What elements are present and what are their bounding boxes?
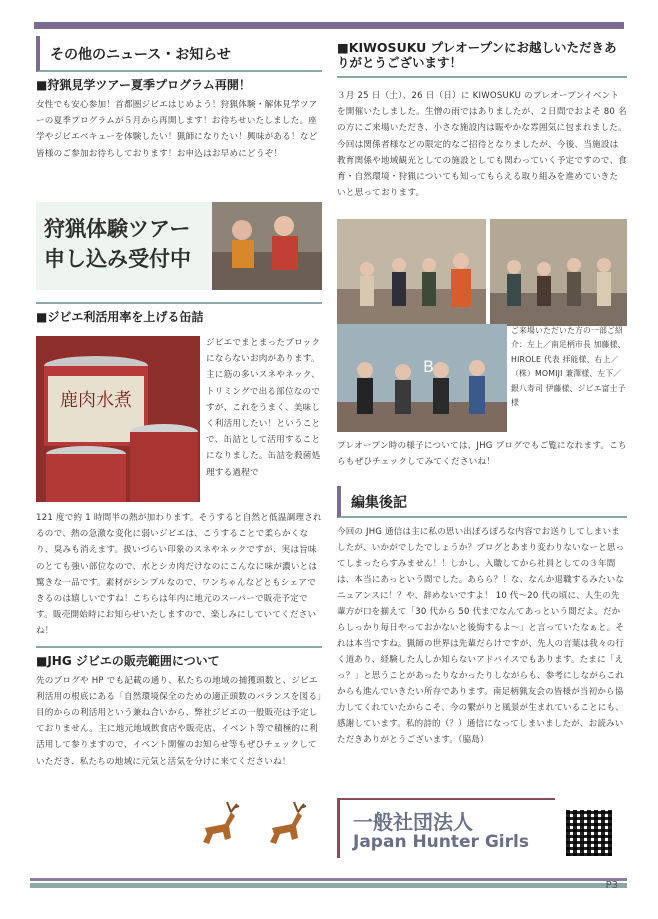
banner-line-1: 狩猟体験ツアー: [44, 217, 191, 241]
can-side-text: ジビエでまとまったブロックにならないお肉があります。主に筋の多いスネやネック、トリミングで出る部位なのですが、これをうまく、美味しく利活用したい！ということで、缶詰として活用することになりました。缶詰を殺菌処理する過程で: [206, 338, 321, 478]
logo-line-1: 一般社団法人: [353, 810, 473, 834]
news-section-banner: その他のニュース・お知らせ: [36, 36, 322, 72]
photo-sign-letter: B: [423, 357, 434, 376]
top-accent-bar: [34, 22, 624, 29]
event-photo-top-left: [337, 219, 486, 326]
organization-logo: [337, 798, 555, 862]
hunting-tour-banner: [36, 202, 322, 290]
banner-line-2: 申し込み受付中: [44, 247, 191, 271]
blog-note: プレオープン時の様子については、JHG ブログでもご覧になれます。こちらもぜひチェックしてみてくださいね！: [337, 441, 627, 468]
blog-note-wrap: [337, 438, 627, 470]
event-group-photo: [337, 324, 507, 432]
logo-line-2: Japan Hunter Girls: [353, 832, 529, 852]
logo-accent: [337, 798, 555, 800]
can-label-text: 鹿肉水煮: [60, 390, 132, 411]
section-rule: [36, 302, 322, 304]
deer-icon: [262, 798, 310, 858]
can-title: ■ジビエ利活用率を上げる缶詰: [36, 310, 204, 324]
deer-icon: [195, 798, 243, 858]
right-column: [337, 36, 627, 201]
photo-caption: ご来場いただいた方の一部ご紹介：左上／南足柄市長 加藤様、HIROLE 代表 拝能様、右上／（株）MOMIJI 兼澤様、左下／銀八寿司 伊藤様、ジビエ富士子様: [511, 326, 626, 408]
kiwosuku-body: ３月 25 日（土）、26 日（日）に KIWOSUKU のプレオープンイベントを開催いたしました。生憎の雨ではありましたが、２日間でおよそ 80 名の方にご来場いただき、小さな施設内は賑やかな雰囲気に包まれました。今回は関係者様などの限定的なご招待となりましたが、今後、当施設は教育関係や地域観光としての施設としても関わっていく予定ですので、食育・自然環境・狩猟についても知ってもらえる取り組みを進めていきたいと思っております。: [337, 91, 627, 199]
sales-range-body: 先のブログや HP でも記載の通り、私たちの地域の捕獲頭数と、ジビエ利活用の根底にある「自然環境保全のための適正頭数のバランスを図る」目的からの利活用という兼ね合いから、弊社ジビエの一般販売は予定しておりません。主に地元地域飲食店や販売店、イベント等で積極的に利活用して参りますので、イベント開催のお知らせ等もぜひチェックしていただき、私たちの地域に元気と活気を分けに来てくださいね！: [36, 675, 322, 767]
hunting-tour-title: ■狩猟見学ツアー夏季プログラム再開！: [36, 78, 251, 92]
event-group-photo: [337, 219, 486, 326]
hunting-tour-photo: [212, 202, 322, 290]
can-body-wrap: [36, 510, 322, 770]
section-rule: [337, 76, 627, 78]
can-section: [36, 296, 322, 329]
editor-body: 今回の JHG 通信は主に私の思い出ぽろぽろな内容でお送りしてしまいましたが、いかがでしたでしょうか？ブログとあまり変わりないなーと思ってしまったらすみません！！しかし、入職してから社員としての３年間は、本当にあっという間でした。あらら？！な、なんか退職するみたいなニュアンスに！？や、辞めないですよ！ 10 代～20 代の頃に、人生の先輩方が口を揃えて「30 代から 50 代までなんてあっという間だよ。だからしっかり毎日やっておかないと後悔するよ～」と言っていたなぁと。それは本当ですね。猟師の世界は先輩だらけですが、先人の言葉は我々の行く道あり、経験した人しか知らないアドバイスでもあります。たまに「えっ？」と思うことがあったりなかったりしながらも、参考にしながらこれからも進んでいきたい所存であります。南足柄猟友会の皆様が当初から協力してくれていたからこそ、今の繋がりと風景が生まれていることにも、感謝しています。私的詩的（？）通信になってしまいましたが、お読みいただきありがとうございます。（脇島）: [337, 527, 625, 745]
left-column: [36, 36, 322, 162]
can-body: 121 度で約 1 時間半の熱が加わります。そうすると自然と低温調理されるので、熱の急激な変化に弱いジビエは、こうすることで柔らかくなり、臭みも消えます。扱いづらい印象のスネやネックですが、実は旨味のとても強い部位なので、水とシカ肉だけなのにこんなに味が濃いとは驚きな一品です。素材がシンプルなので、ワンちゃんなどともシェアできるのは嬉しいですね！こちらは年内に地元のスーパーで販売予定です。販売開始時にお知らせいたしますので、楽しみにしていてくださいね！: [36, 513, 322, 637]
section-rule: [36, 646, 322, 648]
sales-range-title: ■JHG ジビエの販売範囲について: [36, 653, 220, 668]
hunting-tour-body: 女性でも安心参加！首都圏ジビエはじめよう！狩猟体験・解体見学ツアーの夏季プログラムが５月から再開します！お待ちせいたしました。座学やジビエベキューを体験したい！猟師になりたい！興味がある！など皆様のご参加お待ちしております！お申込はお早めにどうぞ！: [36, 100, 318, 159]
page-number: P3: [605, 880, 618, 891]
qr-code-icon: [566, 810, 612, 856]
editor-title: 編集後記: [337, 486, 627, 518]
event-photo-top-right: [490, 219, 627, 326]
logo-accent: [337, 798, 340, 858]
event-photo-bottom: [337, 324, 507, 432]
kiwosuku-title: ■KIWOSUKU プレオープンにお越しいただきありがとうございます！: [337, 40, 617, 70]
canned-venison-illustration: [36, 336, 200, 502]
editor-section: [337, 486, 627, 748]
event-group-photo: [490, 219, 627, 326]
hunting-tour-banner-text: [44, 214, 191, 274]
hunters-photo-illustration: [212, 202, 322, 290]
bottom-accent-bar: [30, 883, 627, 888]
bottom-accent-bar: [30, 878, 627, 881]
can-photo: [36, 336, 200, 502]
